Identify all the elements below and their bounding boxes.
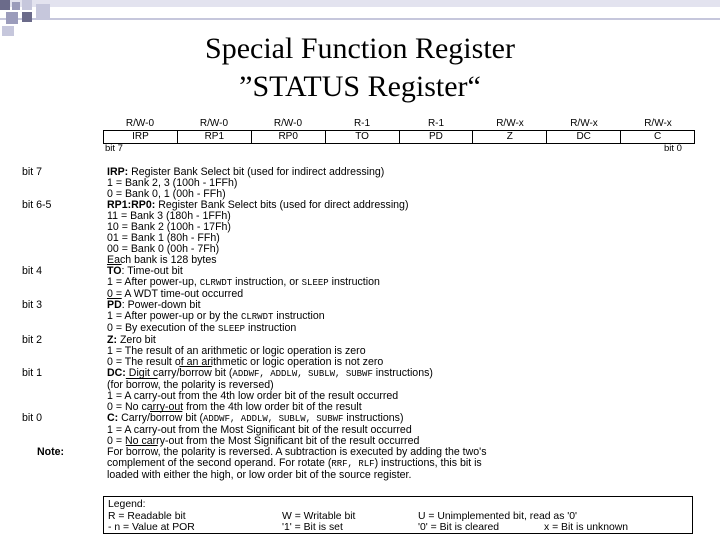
- code-text: CLRWDT: [240, 312, 274, 322]
- value-text: 1 = After power-up or by the: [107, 310, 241, 322]
- value-line: 0 = The result of an arithmetic or logic operation is not zero: [107, 356, 384, 368]
- field-desc: Carry/: [121, 412, 150, 424]
- value-line: 0 = Bank 0, 1 (00h - FFh): [107, 188, 226, 200]
- access-bit5: R/W-0: [273, 118, 303, 129]
- code-text: ADDWF, ADDLW, SUBLW, SUBWF: [202, 414, 344, 424]
- code-text: CLRWDT: [199, 278, 233, 288]
- legend-item: R = Readable bit: [108, 510, 186, 522]
- value-text: borrow: [125, 379, 158, 391]
- bit-to: $\overline{TO}$: [325, 131, 399, 143]
- access-bit6: R/W-0: [199, 118, 229, 129]
- value-text: 1 = After power-up,: [107, 276, 200, 288]
- field-desc: bit (: [211, 367, 233, 379]
- bit-z: Z: [472, 131, 546, 143]
- section-pd: [22, 300, 702, 335]
- access-bit3: R-1: [427, 118, 445, 129]
- value-line: 0 = A WDT time-out occurred: [107, 288, 244, 300]
- value-line: 00 = Bank 0 (00h - 7Fh): [107, 243, 220, 255]
- field-desc: Register Bank Select bits (used for direct addressing): [158, 199, 409, 211]
- value-line: 1 = A carry-out from the 4th low order bit of the result occurred: [107, 390, 399, 402]
- value-text: 0 = By execution of the: [107, 322, 219, 334]
- legend-box: [103, 496, 693, 534]
- field-desc: Digit carry/: [128, 367, 180, 379]
- code-text: RRF, RLF: [331, 459, 375, 469]
- field-desc: borrow: [179, 367, 212, 379]
- value-text: , the polarity is reversed): [157, 379, 274, 391]
- code-text: ADDWF, ADDLW, SUBLW, SUBWF: [232, 369, 373, 379]
- value-text: instruction: [328, 276, 380, 288]
- note-text: ) instructions, this bit is: [374, 457, 482, 469]
- field-desc: : Time-out bit: [121, 265, 183, 277]
- slide-title-line2: ”STATUS Register“: [239, 70, 481, 103]
- field-desc: bit (: [182, 412, 203, 424]
- section-note: [22, 447, 702, 481]
- msb-label: bit 7: [105, 143, 123, 154]
- section-irp: [22, 167, 702, 200]
- section-rp: [22, 200, 702, 266]
- legend-item: - n = Value at POR: [108, 522, 195, 533]
- legend-item: '1' = Bit is set: [282, 522, 343, 533]
- field-desc: borrow: [149, 412, 183, 424]
- bit-label: bit 2: [22, 334, 43, 346]
- bit-descriptions: [22, 167, 702, 481]
- bit-c: C: [620, 131, 694, 143]
- field-name: $\overline{PD}$: [107, 299, 122, 311]
- legend-item: x = Bit is unknown: [544, 522, 629, 533]
- access-bit1: R/W-x: [570, 118, 598, 129]
- value-line: 01 = Bank 1 (80h - FFh): [107, 232, 220, 244]
- bit-label: bit 6-5: [22, 199, 52, 211]
- code-text: SLEEP: [218, 324, 246, 334]
- bit-label: bit 0: [22, 412, 43, 424]
- note-text: , the polarity is reversed. A subtraction is executed by adding the two's: [157, 446, 487, 458]
- note-label-text: Note:: [37, 446, 65, 458]
- legend-row: [108, 511, 688, 523]
- code-text: SLEEP: [301, 278, 329, 288]
- value-line: 1 = Bank 2, 3 (100h - 1FFh): [107, 177, 238, 189]
- bit-label: bit 1: [22, 367, 43, 379]
- section-to: [22, 266, 702, 300]
- bit-rp1: RP1: [177, 131, 251, 143]
- section-z: [22, 335, 702, 368]
- field-desc: instructions): [372, 367, 433, 379]
- bit-rp0: RP0: [251, 131, 325, 143]
- bit-row: [103, 130, 695, 144]
- bit-label: bit 3: [22, 299, 43, 311]
- access-bit2: R/W-x: [496, 118, 524, 129]
- field-desc: Register Bank Select bit (used for indirect addressing): [131, 166, 385, 178]
- field-name: RP1:RP0:: [107, 199, 156, 211]
- value-line: Each bank is 128 bytes: [107, 254, 217, 266]
- field-name: $\overline{TO}$: [107, 265, 122, 277]
- bit-irp: IRP: [132, 131, 149, 142]
- value-text: (for: [107, 379, 126, 391]
- bit-pd: $\overline{PD}$: [399, 131, 473, 143]
- bit-dc: DC: [546, 131, 620, 143]
- access-bit4: R-1: [353, 118, 371, 129]
- bit-label: bit 4: [22, 265, 43, 277]
- legend-item: W = Writable bit: [282, 510, 356, 522]
- field-name: Z:: [107, 334, 117, 346]
- slide-title: [0, 30, 720, 106]
- field-name: DC:: [107, 367, 126, 379]
- field-name: C:: [107, 412, 119, 424]
- access-bit0: R/W-x: [644, 118, 672, 129]
- field-name: IRP:: [107, 166, 129, 178]
- value-line: 1 = A carry-out from the Most Significant bit of the result occurred: [107, 424, 412, 436]
- value-text: instruction: [245, 322, 297, 334]
- note-text: complement of the second operand. For rotate (: [107, 457, 332, 469]
- legend-item: '0' = Bit is cleared: [418, 522, 500, 533]
- legend-item: U = Unimplemented bit, read as '0': [418, 510, 578, 522]
- value-line: 1 = The result of an arithmetic or logic operation is zero: [107, 345, 366, 357]
- note-label: [22, 447, 107, 481]
- legend-title: Legend:: [108, 499, 146, 510]
- value-text: instruction, or: [232, 276, 302, 288]
- field-desc: Zero bit: [119, 334, 156, 346]
- lsb-label: bit 0: [664, 143, 682, 154]
- field-desc: instructions): [343, 412, 404, 424]
- section-c: [22, 413, 702, 447]
- legend-row: [108, 522, 688, 534]
- note-line: loaded with either the high, or low order bit of the source register.: [107, 469, 412, 481]
- access-bit7: R/W-0: [125, 118, 155, 129]
- register-diagram: [103, 118, 695, 144]
- note-text: borrow: [125, 446, 158, 458]
- value-line: 0 = No carry-out from the Most Significant bit of the result occurred: [107, 435, 420, 447]
- section-dc: [22, 368, 702, 413]
- bit-label: bit 7: [22, 166, 43, 178]
- value-line: 10 = Bank 2 (100h - 17Fh): [107, 221, 231, 233]
- value-text: instruction: [273, 310, 325, 322]
- access-row: [103, 118, 695, 130]
- value-line: 0 = No carry-out from the 4th low order bit of the result: [107, 401, 362, 413]
- note-text: For: [107, 446, 126, 458]
- slide-title-line1: Special Function Register: [205, 32, 515, 65]
- value-line: 11 = Bank 3 (180h - 1FFh): [107, 210, 231, 222]
- field-desc: : Power-down bit: [121, 299, 201, 311]
